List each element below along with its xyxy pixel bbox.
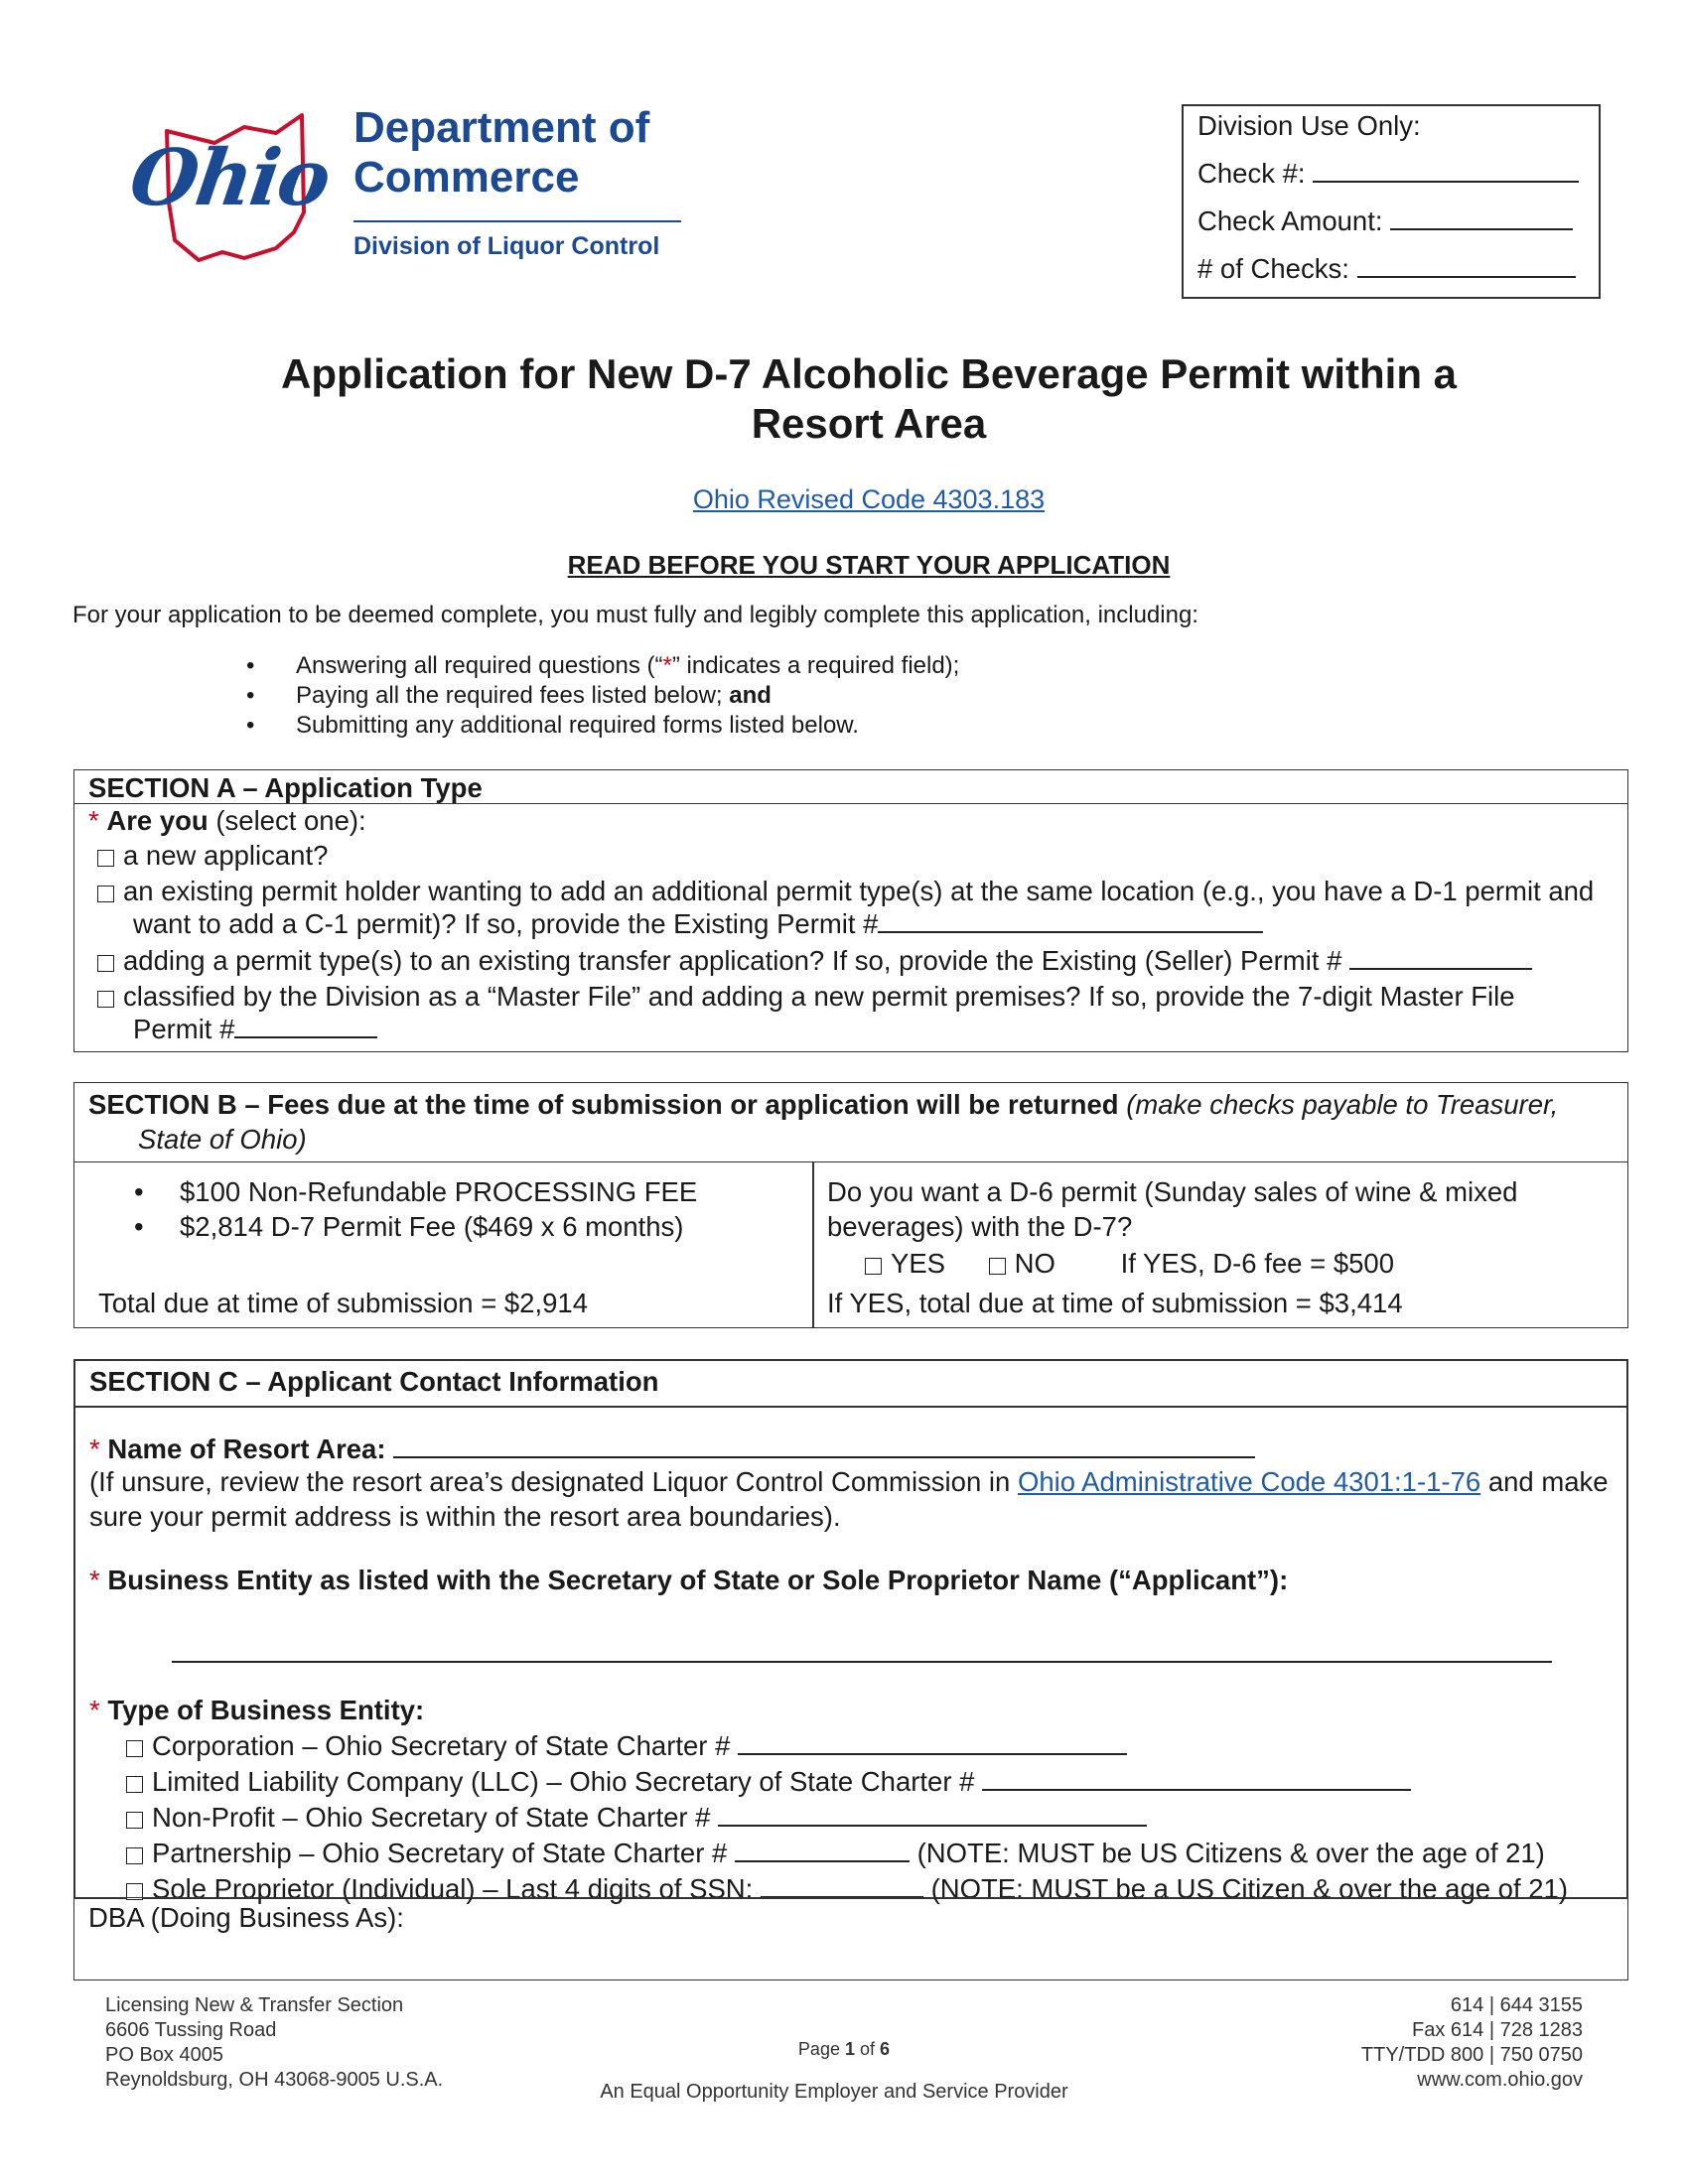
total-due-standard: Total due at time of submission = $2,914 (98, 1288, 588, 1318)
d6-yes-option[interactable]: YES (865, 1248, 945, 1279)
list-item: • Answering all required questions (“*” indicates a required field); (246, 652, 960, 679)
required-star: * (662, 652, 672, 679)
website-link[interactable]: www.com.ohio.gov (1417, 2069, 1583, 2091)
section-a (73, 769, 1628, 1052)
option-master-file-line2: Permit # (133, 1012, 377, 1046)
d6-fee-note: If YES, D-6 fee = $500 (1120, 1248, 1394, 1279)
seller-permit-field[interactable] (1349, 950, 1532, 970)
d6-no-option[interactable]: NO (989, 1248, 1055, 1279)
check-amount-field[interactable] (1390, 210, 1573, 230)
section-a-header: SECTION A – Application Type (74, 770, 1627, 804)
fee-list (134, 1174, 697, 1244)
checkbox[interactable] (97, 850, 114, 867)
department-title-line1: Department of (353, 103, 650, 152)
intro-text: For your application to be deemed complete, you must fully and legibly complete this application, including: (72, 602, 1198, 628)
nonprofit-charter-field[interactable] (718, 1807, 1147, 1827)
department-title-line2: Commerce (353, 153, 580, 202)
page-title-line2: Resort Area (751, 400, 987, 447)
master-file-permit-field[interactable] (234, 1019, 377, 1038)
orc-link-wrap (0, 484, 1688, 515)
division-use-box (1182, 104, 1601, 299)
corporation-charter-field[interactable] (738, 1735, 1127, 1755)
resort-area-help: (If unsure, review the resort area’s designated Liquor Control Commission in Ohio Administrative Code 4301:1-1-76 and make sure your permit address is within the resort area boundaries). (89, 1466, 1609, 1532)
dba-label: DBA (Doing Business As): (88, 1902, 404, 1933)
check-amount-label: Check Amount: (1197, 205, 1383, 236)
option-existing-holder[interactable]: an existing permit holder wanting to add an additional permit type(s) at the same location (e.g., you have a D-1 permit and (97, 874, 1594, 908)
checkbox[interactable] (126, 1740, 143, 1757)
section-b-header: SECTION B – Fees due at the time of submission or application will be returned (make checks payable to Treasurer, State of Ohio) (74, 1083, 1627, 1162)
page-title-line1: Application for New D-7 Alcoholic Beverage Permit within a (281, 350, 1457, 397)
entity-partnership[interactable]: Partnership – Ohio Secretary of State Charter # (NOTE: MUST be US Citizens & over the age of 21) (126, 1836, 1545, 1870)
partnership-charter-field[interactable] (735, 1843, 910, 1862)
list-item: • Paying all the required fees listed below; and (246, 682, 772, 709)
section-b (73, 1082, 1628, 1328)
oac-link[interactable]: Ohio Administrative Code 4301:1-1-76 (1017, 1466, 1481, 1497)
num-checks-row (1197, 251, 1576, 286)
section-b-divider (812, 1162, 814, 1327)
section-c-header: SECTION C – Applicant Contact Information (75, 1361, 1626, 1408)
entity-corporation[interactable]: Corporation – Ohio Secretary of State Charter # (126, 1728, 1127, 1763)
option-existing-holder-line2: want to add a C-1 permit)? If so, provide the Existing Permit # (133, 906, 1263, 941)
list-item: • $2,814 D-7 Permit Fee ($469 x 6 months) (134, 1211, 684, 1242)
division-name: Division of Liquor Control (353, 232, 660, 260)
checkbox[interactable] (989, 1258, 1006, 1275)
check-number-label: Check #: (1197, 158, 1306, 189)
list-item: • $100 Non-Refundable PROCESSING FEE (134, 1176, 698, 1207)
entity-llc[interactable]: Limited Liability Company (LLC) – Ohio Secretary of State Charter # (126, 1764, 1411, 1799)
list-item: • Submitting any additional required forms listed below. (246, 712, 859, 739)
checkbox[interactable] (126, 1776, 143, 1793)
checkbox[interactable] (97, 991, 114, 1008)
entity-sole-proprietor[interactable]: Sole Proprietor (Individual) – Last 4 digits of SSN: (NOTE: MUST be a US Citizen & over the age of 21) (126, 1871, 1568, 1906)
checkbox[interactable] (126, 1812, 143, 1829)
are-you-row: * Are you (select one): (88, 805, 366, 836)
checkbox[interactable] (865, 1258, 882, 1275)
footer-address: Licensing New & Transfer Section 6606 Tussing Road PO Box 4005 Reynoldsburg, OH 43068-9005 U.S.A. (105, 1994, 444, 2091)
ohio-wordmark: Ohio (124, 133, 335, 223)
entity-name-label-row: * Business Entity as listed with the Secretary of State or Sole Proprietor Name (“Applicant”): (89, 1565, 1289, 1595)
d6-options (865, 1246, 1394, 1281)
dba-box (73, 1897, 1628, 1980)
num-checks-field[interactable] (1357, 258, 1576, 278)
requirements-list (246, 651, 959, 741)
checkbox[interactable] (97, 886, 114, 902)
d6-question: Do you want a D-6 permit (Sunday sales of wine & mixed beverages) with the D-7? (827, 1176, 1518, 1242)
checkbox[interactable] (126, 1847, 143, 1864)
page-number: Page 1 of 6 (797, 2039, 891, 2059)
entity-nonprofit[interactable]: Non-Profit – Ohio Secretary of State Charter # (126, 1800, 1147, 1835)
section-c (73, 1359, 1628, 1904)
division-use-title: Division Use Only: (1197, 110, 1421, 141)
total-due-with-d6: If YES, total due at time of submission = $3,414 (827, 1288, 1403, 1318)
option-master-file[interactable]: classified by the Division as a “Master File” and adding a new permit premises? If so, provide the 7-digit Master File (97, 979, 1515, 1014)
entity-type-label-row: * Type of Business Entity: (89, 1695, 425, 1725)
check-number-field[interactable] (1313, 163, 1579, 183)
orc-link[interactable]: Ohio Revised Code 4303.183 (692, 484, 1046, 514)
check-number-row (1197, 156, 1579, 191)
page-title (0, 349, 1688, 449)
checkbox[interactable] (97, 955, 114, 972)
read-before-heading: READ BEFORE YOU START YOUR APPLICATION (567, 550, 1171, 580)
resort-area-row: * Name of Resort Area: (89, 1432, 1255, 1466)
logo-divider (353, 220, 681, 222)
ohio-logo (124, 103, 683, 272)
existing-permit-field[interactable] (878, 913, 1263, 933)
entity-name-field[interactable] (172, 1661, 1552, 1663)
footer-contact: 614 | 644 3155 Fax 614 | 728 1283 TTY/TDD 800 | 750 0750 www.com.ohio.gov (1360, 1994, 1583, 2091)
option-transfer[interactable]: adding a permit type(s) to an existing transfer application? If so, provide the Existing (Seller) Permit # (97, 943, 1532, 978)
check-amount-row (1197, 204, 1573, 238)
num-checks-label: # of Checks: (1197, 253, 1349, 284)
llc-charter-field[interactable] (982, 1771, 1411, 1791)
option-new-applicant[interactable]: a new applicant? (97, 838, 328, 873)
eoe-statement: An Equal Opportunity Employer and Service Provider (600, 2081, 1068, 2103)
resort-area-field[interactable] (393, 1438, 1255, 1458)
ssn-last4-field[interactable] (761, 1878, 923, 1898)
